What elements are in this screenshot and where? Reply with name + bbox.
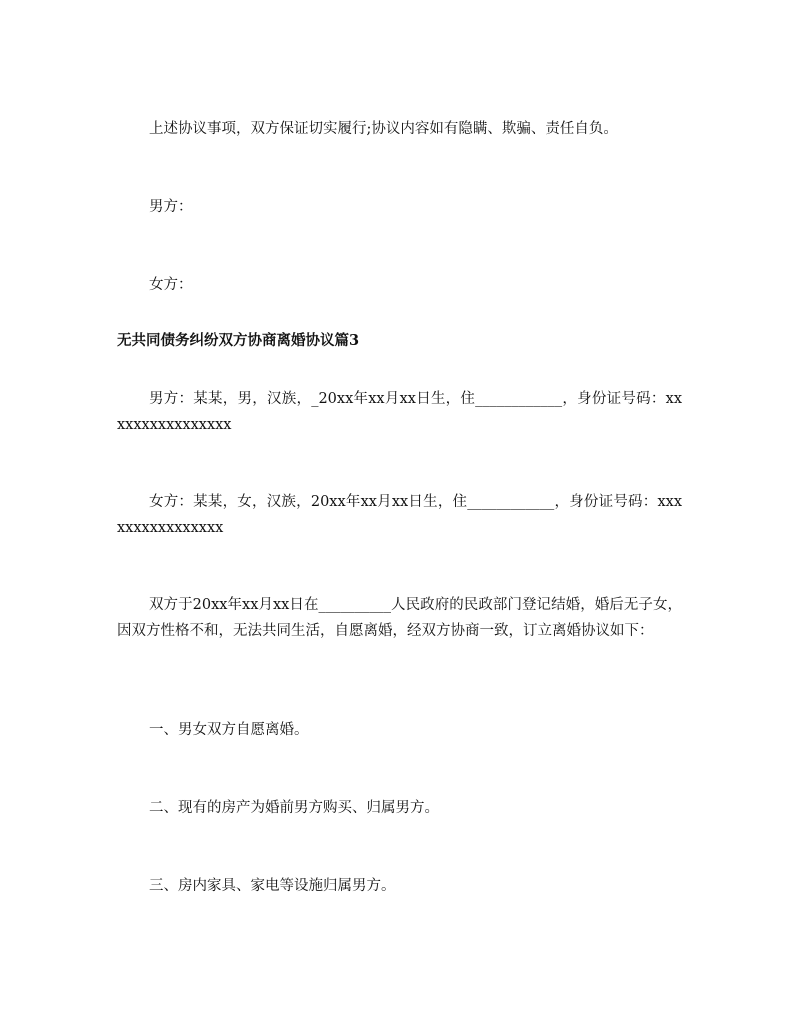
paragraph-wife-info: 女方：某某，女，汉族，20xx年xx月xx日生，住____________，身份证号码：xxxxxxxxxxxxxxxx <box>117 494 682 536</box>
paragraph-clause-3: 三、房内家具、家电等设施归属男方。 <box>149 878 396 894</box>
paragraph-obligation: 上述协议事项，双方保证切实履行;协议内容如有隐瞒、欺骗、责任自负。 <box>149 121 618 137</box>
paragraph-clause-1: 一、男女双方自愿离婚。 <box>149 722 309 738</box>
section-heading: 无共同债务纠纷双方协商离婚协议篇3 <box>117 332 360 349</box>
paragraph-clause-2: 二、现有的房产为婚前男方购买、归属男方。 <box>149 800 439 816</box>
paragraph-husband-info: 男方：某某，男，汉族，_20xx年xx月xx日生，住____________，身份证号码：xxxxxxxxxxxxxxxx <box>117 391 682 433</box>
paragraph-marriage-registration: 双方于20xx年xx月xx日在__________人民政府的民政部门登记结婚，婚后无子女，因双方性格不和，无法共同生活，自愿离婚，经双方协商一致，订立离婚协议如下： <box>117 597 682 639</box>
paragraph-wife-signature: 女方： <box>149 277 193 293</box>
paragraph-husband-signature: 男方： <box>149 199 193 215</box>
